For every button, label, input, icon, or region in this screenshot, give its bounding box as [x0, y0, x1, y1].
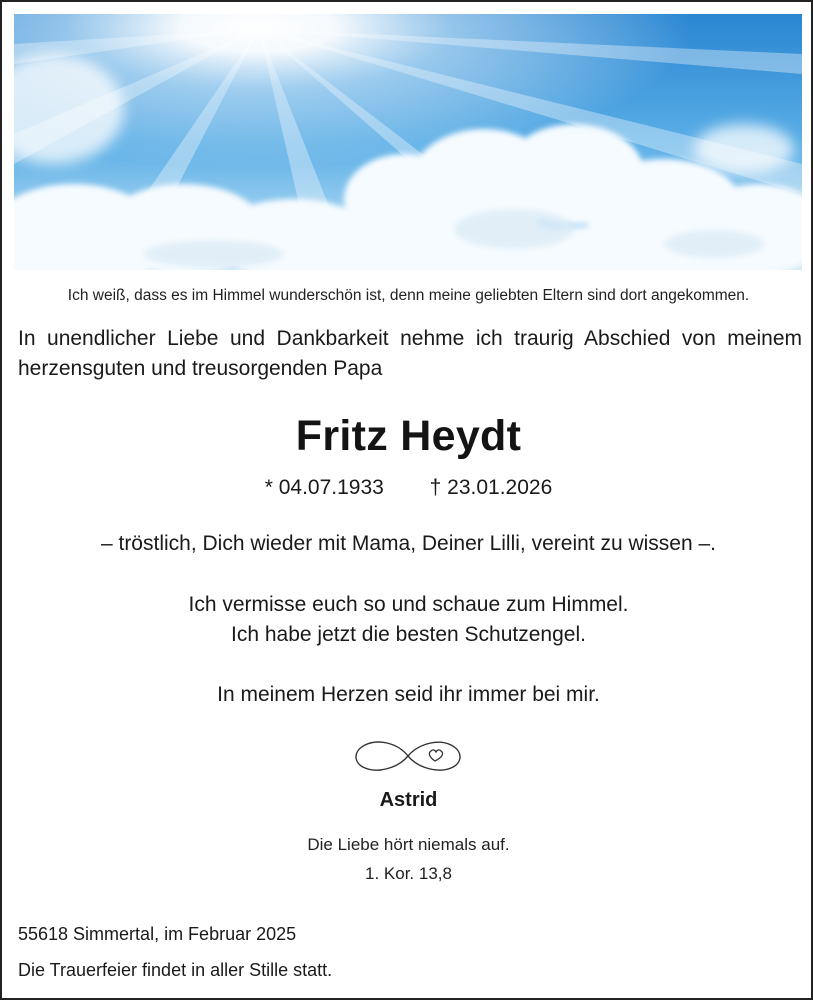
quote-text: – tröstlich, Dich wieder mit Mama, Deiner Lilli, vereint zu wissen –. — [100, 532, 717, 555]
sky-clouds-image — [14, 14, 802, 270]
death-date: † 23.01.2026 — [429, 476, 553, 499]
life-dates — [2, 476, 813, 500]
bible-text: Die Liebe hört niemals auf. — [307, 835, 510, 854]
deceased-name: Fritz Heydt — [295, 412, 522, 460]
place-date: 55618 Simmertal, im Februar 2025 — [18, 924, 297, 944]
signer-name: Astrid — [379, 789, 438, 811]
caption-text: Ich weiß, dass es im Himmel wunderschön ist, denn meine geliebten Eltern sind dort angekommen. — [67, 287, 750, 304]
heart-line-text: In meinem Herzen seid ihr immer bei mir. — [217, 683, 600, 706]
birth-date: * 04.07.1933 — [264, 476, 384, 499]
ceremony-note: Die Trauerfeier findet in aller Stille statt. — [18, 960, 333, 980]
bible-reference: 1. Kor. 13,8 — [365, 864, 452, 883]
verse-line-2: Ich habe jetzt die besten Schutzengel. — [231, 623, 586, 646]
infinity-heart-icon — [349, 737, 467, 775]
verse-line-1: Ich vermisse euch so und schaue zum Himmel. — [188, 593, 629, 616]
intro-text: In unendlicher Liebe und Dankbarkeit nehme ich traurig Abschied von meinem herzensguten und treusorgenden Papa — [18, 327, 802, 380]
